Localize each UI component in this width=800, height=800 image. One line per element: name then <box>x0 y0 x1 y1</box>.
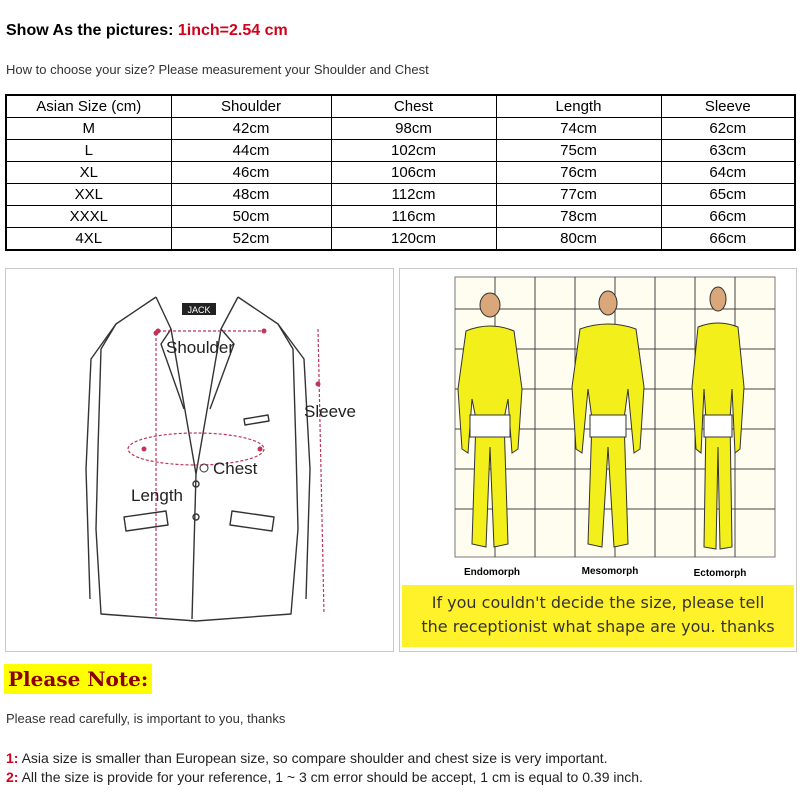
length-label: Length <box>131 486 183 505</box>
brand-label: JACK <box>187 305 211 315</box>
jacket-measurement-diagram <box>5 268 394 652</box>
table-cell: L <box>6 140 171 162</box>
table-cell: 98cm <box>331 118 496 140</box>
table-cell: 4XL <box>6 228 171 251</box>
table-row <box>6 140 795 162</box>
column-header: Sleeve <box>661 95 795 118</box>
table-cell: 44cm <box>171 140 331 162</box>
table-cell: 74cm <box>496 118 661 140</box>
table-cell: 63cm <box>661 140 795 162</box>
note-heading: Please Note: <box>4 664 152 694</box>
table-cell: 75cm <box>496 140 661 162</box>
note-item-number: 1: <box>6 750 19 766</box>
page-title <box>6 22 288 40</box>
table-cell: 62cm <box>661 118 795 140</box>
table-cell: 66cm <box>661 228 795 251</box>
note-item-number: 2: <box>6 769 19 785</box>
column-header: Asian Size (cm) <box>6 95 171 118</box>
table-cell: 77cm <box>496 184 661 206</box>
table-cell: XL <box>6 162 171 184</box>
table-row <box>6 184 795 206</box>
ectomorph-label: Ectomorph <box>693 568 747 579</box>
note-item-text: All the size is provide for your reference, 1 ~ 3 cm error should be accept, 1 cm is equal to 0.39 inch. <box>18 769 643 785</box>
size-guide-subtitle: How to choose your size? Please measurement your Shoulder and Chest <box>6 62 429 77</box>
table-cell: 50cm <box>171 206 331 228</box>
table-cell: 120cm <box>331 228 496 251</box>
body-type-illustration <box>400 269 796 585</box>
column-header: Chest <box>331 95 496 118</box>
table-cell: 52cm <box>171 228 331 251</box>
table-cell: 46cm <box>171 162 331 184</box>
jacket-illustration <box>6 269 393 651</box>
endomorph-label: Endomorph <box>463 567 521 578</box>
table-cell: XXXL <box>6 206 171 228</box>
shoulder-label: Shoulder <box>166 338 235 357</box>
table-row <box>6 228 795 251</box>
chest-marker-icon <box>200 464 208 472</box>
banner-line-1: If you couldn't decide the size, please tell <box>431 593 765 612</box>
table-row <box>6 118 795 140</box>
table-cell: M <box>6 118 171 140</box>
size-table <box>5 94 796 251</box>
table-cell: 106cm <box>331 162 496 184</box>
column-header: Shoulder <box>171 95 331 118</box>
table-cell: 42cm <box>171 118 331 140</box>
banner-line-2: the receptionist what shape are you. thanks <box>421 617 775 636</box>
note-item-text: Asia size is smaller than European size, so compare shoulder and chest size is very important. <box>18 750 608 766</box>
table-cell: 78cm <box>496 206 661 228</box>
table-cell: 112cm <box>331 184 496 206</box>
table-cell: 116cm <box>331 206 496 228</box>
size-advice-banner <box>402 585 794 647</box>
title-conversion: 1inch=2.54 cm <box>177 22 288 39</box>
table-cell: 66cm <box>661 206 795 228</box>
table-cell: 80cm <box>496 228 661 251</box>
table-cell: 76cm <box>496 162 661 184</box>
body-type-chart <box>399 268 797 652</box>
note-subtitle: Please read carefully, is important to you, thanks <box>6 711 286 726</box>
table-row <box>6 162 795 184</box>
chest-label: Chest <box>213 459 258 478</box>
note-item <box>6 750 608 766</box>
note-item <box>6 769 643 785</box>
table-cell: 48cm <box>171 184 331 206</box>
column-header: Length <box>496 95 661 118</box>
table-cell: XXL <box>6 184 171 206</box>
mesomorph-label: Mesomorph <box>581 566 639 577</box>
sleeve-label: Sleeve <box>304 402 356 421</box>
title-main: Show As the pictures: <box>6 22 178 39</box>
table-cell: 65cm <box>661 184 795 206</box>
table-header-row <box>6 95 795 118</box>
table-cell: 102cm <box>331 140 496 162</box>
table-cell: 64cm <box>661 162 795 184</box>
table-row <box>6 206 795 228</box>
